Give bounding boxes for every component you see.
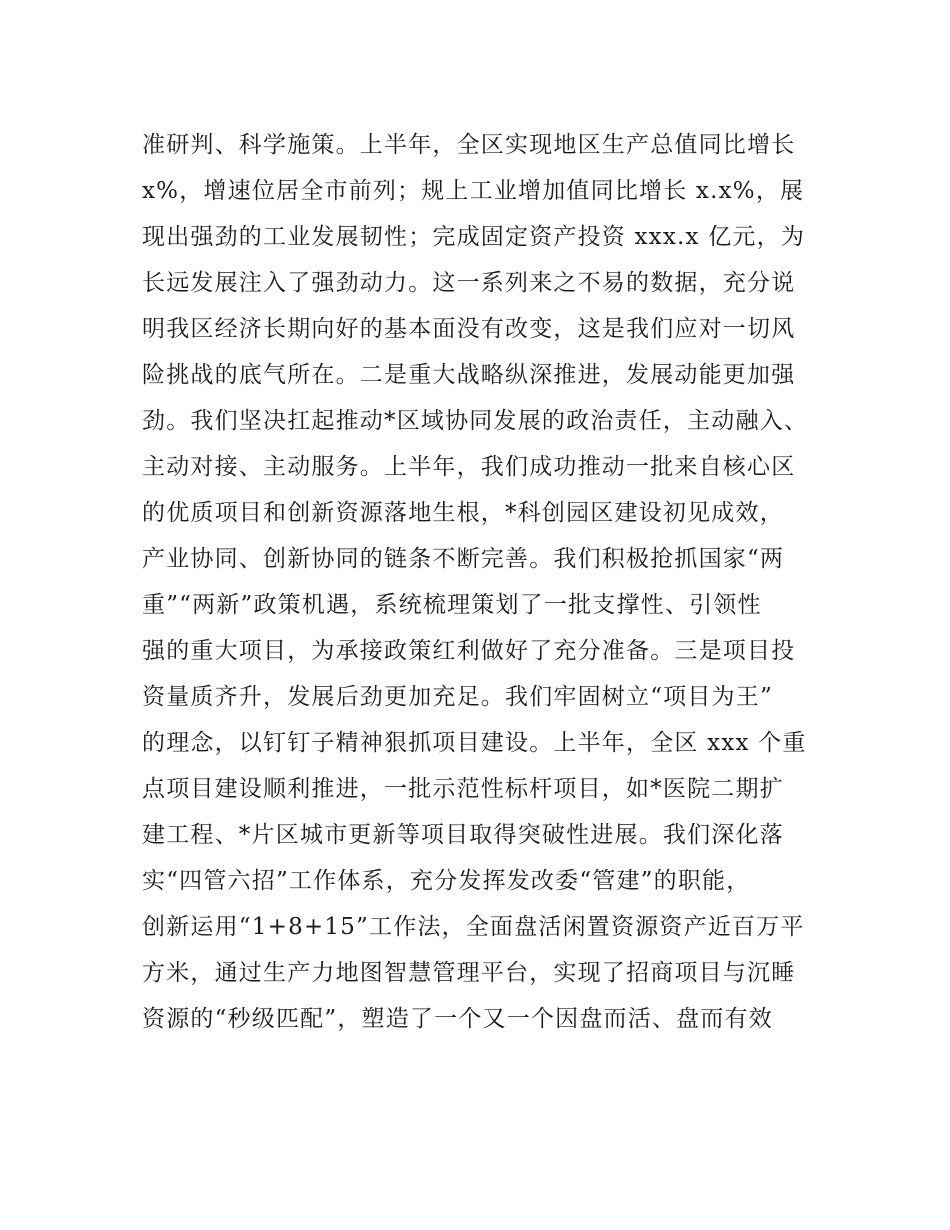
text-line-2: x%，增速位居全市前列；规上工业增加值同比增长 x.x%，展 <box>142 178 805 204</box>
text-line-17: 实“四管六招”工作体系，充分发挥发改委“管建”的职能， <box>142 868 751 894</box>
text-line-8: 主动对接、主动服务。上半年，我们成功推动一批来自核心区 <box>142 454 796 480</box>
body-text <box>142 122 822 1042</box>
text-line-11: 重”“两新”政策机遇，系统梳理策划了一批支撑性、引领性 <box>142 592 762 618</box>
text-line-1: 准研判、科学施策。上半年，全区实现地区生产总值同比增长 <box>142 132 796 158</box>
text-line-14: 的理念，以钉钉子精神狠抓项目建设。上半年，全区 xxx 个重 <box>142 730 807 756</box>
text-line-12: 强的重大项目，为承接政策红利做好了充分准备。三是项目投 <box>142 638 796 664</box>
text-line-15: 点项目建设顺利推进，一批示范性标杆项目，如*医院二期扩 <box>142 776 784 802</box>
text-line-9: 的优质项目和创新资源落地生根，*科创园区建设初见成效， <box>142 500 784 526</box>
text-line-20: 资源的“秒级匹配”，塑造了一个又一个因盘而活、盘而有效 <box>142 1006 773 1032</box>
text-line-3: 现出强劲的工业发展韧性；完成固定资产投资 xxx.x 亿元，为 <box>142 224 806 250</box>
text-line-4: 长远发展注入了强劲动力。这一系列来之不易的数据，充分说 <box>142 270 796 296</box>
text-line-16: 建工程、*片区城市更新等项目取得突破性进展。我们深化落 <box>142 822 784 848</box>
text-line-18: 创新运用“1+8+15”工作法，全面盘活闲置资源资产近百万平 <box>142 914 805 940</box>
text-line-6: 险挑战的底气所在。二是重大战略纵深推进，发展动能更加强 <box>142 362 796 388</box>
text-line-13: 资量质齐升，发展后劲更加充足。我们牢固树立“项目为王” <box>142 684 773 710</box>
text-line-19: 方米，通过生产力地图智慧管理平台，实现了招商项目与沉睡 <box>142 960 796 986</box>
text-line-5: 明我区经济长期向好的基本面没有改变，这是我们应对一切风 <box>142 316 796 342</box>
text-line-10: 产业协同、创新协同的链条不断完善。我们积极抢抓国家“两 <box>142 546 785 572</box>
text-line-7: 劲。我们坚决扛起推动*区域协同发展的政治责任，主动融入、 <box>142 408 809 434</box>
